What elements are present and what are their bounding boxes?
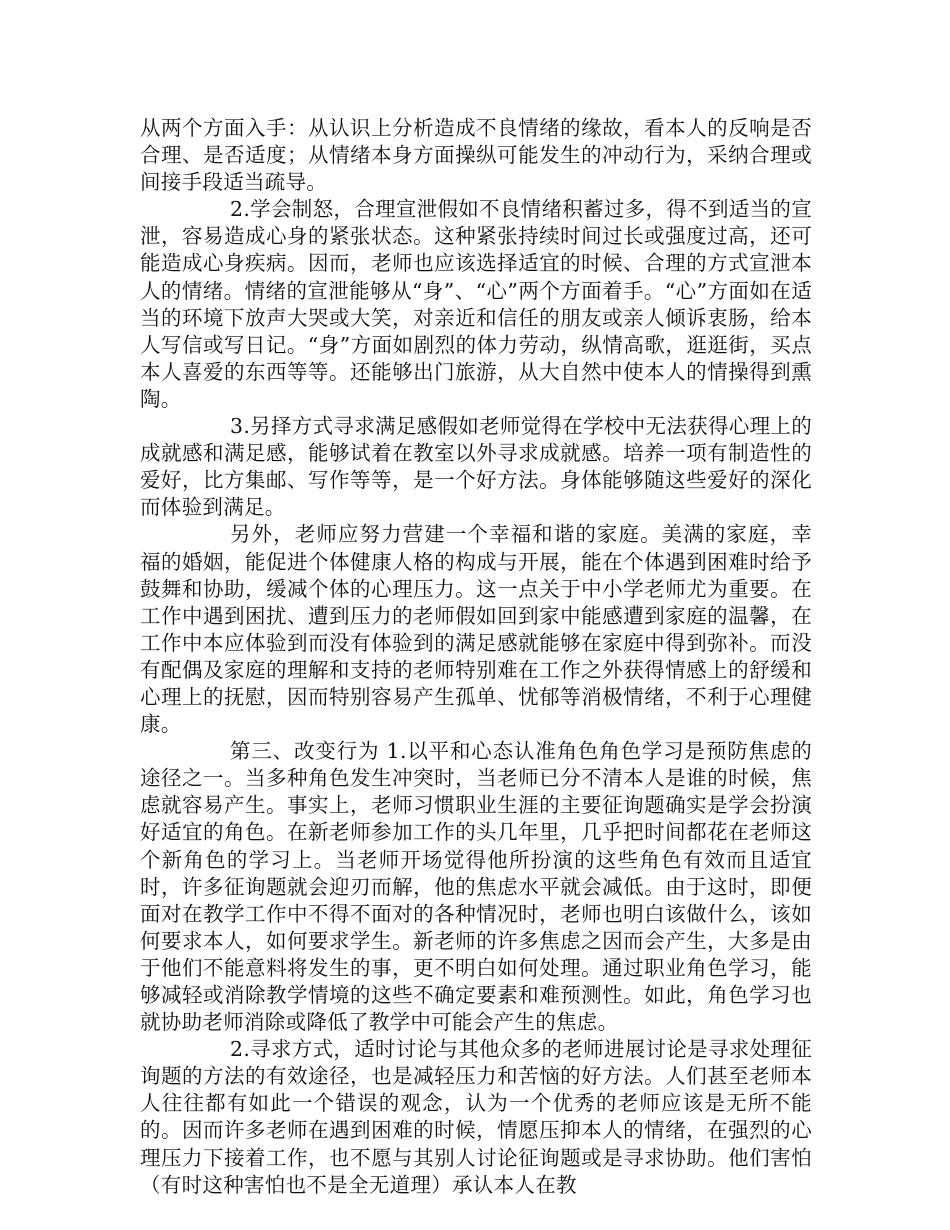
paragraph-6: 2.寻求方式，适时讨论与其他众多的老师进展讨论是寻求处理征询题的方法的有效途径，也是减轻压力和苦恼的好方法。人们甚至老师本人往往都有如此一个错误的观念，认为一个优秀的老师应该是无所不能的。因而许多老师在遇到困难的时候，情愿压抑本人的情绪，在强烈的心理压力下接着工作，也不愿与其别人讨论征询题或是寻求协助。他们害怕（有时这种害怕也不是全无道理）承认本人在教 — [140, 1037, 812, 1197]
paragraph-4: 另外，老师应努力营建一个幸福和谐的家庭。美满的家庭，幸福的婚姻，能促进个体健康人格的构成与开展，能在个体遇到困难时给予鼓舞和协助，缓减个体的心理压力。这一点关于中小学老师尤为重要。在工作中遇到困扰、遭到压力的老师假如回到家中能感遭到家庭的温馨，在工作中本应体验到而没有体验到的满足感就能够在家庭中得到弥补。而没有配偶及家庭的理解和支持的老师特别难在工作之外获得情感上的舒缓和心理上的抚慰，因而特别容易产生孤单、忧郁等消极情绪，不利于心理健康。 — [140, 522, 812, 737]
paragraph-1: 从两个方面入手：从认识上分析造成不良情绪的缘故，看本人的反响是否合理、是否适度；从情绪本身方面操纵可能发生的冲动行为，采纳合理或间接手段适当疏导。 — [140, 116, 812, 195]
paragraph-5: 第三、改变行为 1.以平和心态认准角色角色学习是预防焦虑的途径之一。当多种角色发生冲突时，当老师已分不清本人是谁的时候，焦虑就容易产生。事实上，老师习惯职业生涯的主要征询题确实是学会扮演好适宜的角色。在新老师参加工作的头几年里，几乎把时间都花在老师这个新角色的学习上。当老师开场觉得他所扮演的这些角色有效而且适宜时，许多征询题就会迎刃而解，他的焦虑水平就会减低。由于这时，即便面对在教学工作中不得不面对的各种情况时，老师也明白该做什么，该如何要求本人，如何要求学生。新老师的许多焦虑之因而会产生，大多是由于他们不能意料将发生的事，更不明白如何处理。通过职业角色学习，能够减轻或消除教学情境的这些不确定要素和难预测性。如此，角色学习也就协助老师消除或降低了教学中可能会产生的焦虑。 — [140, 739, 812, 1035]
paragraph-3: 3.另择方式寻求满足感假如老师觉得在学校中无法获得心理上的成就感和满足感，能够试着在教室以外寻求成就感。培养一项有制造性的爱好，比方集邮、写作等等，是一个好方法。身体能够随这些爱好的深化而体验到满足。 — [140, 414, 812, 520]
document-body — [140, 115, 812, 1199]
paragraph-2: 2.学会制怒，合理宣泄假如不良情绪积蓄过多，得不到适当的宣泄，容易造成心身的紧张状态。这种紧张持续时间过长或强度过高，还可能造成心身疾病。因而，老师也应该选择适宜的时候、合理的方式宣泄本人的情绪。情绪的宣泄能够从“身”、“心”两个方面着手。“心”方面如在适当的环境下放声大哭或大笑，对亲近和信任的朋友或亲人倾诉衷肠，给本人写信或写日记。“身”方面如剧烈的体力劳动，纵情高歌，逛逛街，买点本人喜爱的东西等等。还能够出门旅游，从大自然中使本人的情操得到熏陶。 — [140, 197, 812, 411]
